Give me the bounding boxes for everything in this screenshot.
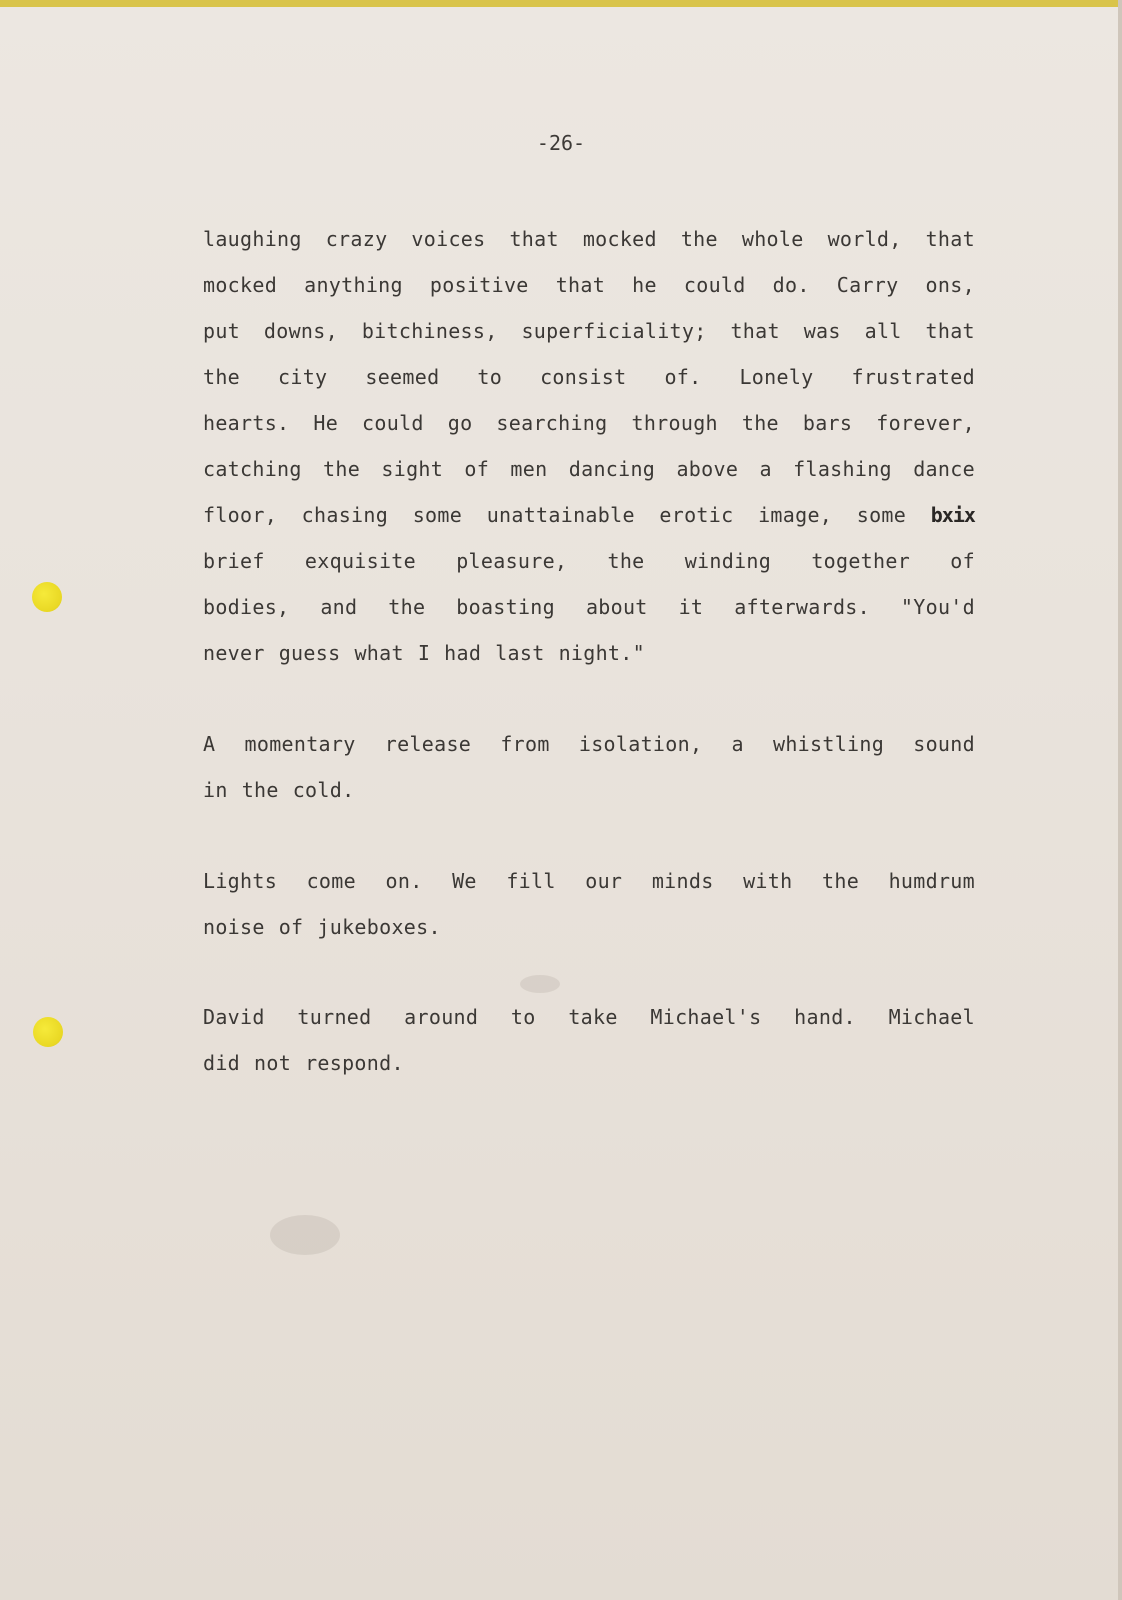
word: come xyxy=(306,869,356,893)
word: bars xyxy=(802,411,853,435)
paper-smudge xyxy=(270,1215,340,1255)
word: city xyxy=(278,365,328,389)
word: a xyxy=(731,732,744,756)
word: on. xyxy=(385,869,423,893)
word: to xyxy=(477,365,503,389)
word: superficiality; xyxy=(521,319,707,343)
word: consist xyxy=(540,365,627,389)
page-edge xyxy=(1118,0,1122,1600)
binding-hole-bottom xyxy=(33,1017,63,1047)
word: take xyxy=(568,1005,618,1029)
word: erotic xyxy=(659,503,734,527)
word: dance xyxy=(913,457,975,481)
word: chasing xyxy=(301,503,389,527)
word: that xyxy=(925,319,975,343)
word: whole xyxy=(741,227,804,251)
text-line xyxy=(203,630,975,676)
word: Lonely xyxy=(739,365,814,389)
word: I xyxy=(417,641,431,665)
paragraph-2 xyxy=(203,721,975,813)
word: that xyxy=(509,227,559,251)
word: isolation, xyxy=(578,732,703,756)
word: floor, xyxy=(203,503,278,527)
word: afterwards. xyxy=(734,595,870,619)
text-line xyxy=(203,400,975,446)
word: unattainable xyxy=(486,503,635,527)
word: image, xyxy=(758,503,833,527)
word: bxix xyxy=(930,503,975,527)
word: anything xyxy=(304,273,403,297)
word: sound xyxy=(913,732,975,756)
word: ons, xyxy=(925,273,975,297)
word: not xyxy=(254,1051,292,1075)
word: some xyxy=(412,503,463,527)
word: pleasure, xyxy=(456,549,568,573)
paragraph-4 xyxy=(203,994,975,1086)
word: positive xyxy=(429,273,529,297)
binding-hole-top xyxy=(32,582,62,612)
word: what xyxy=(354,641,404,665)
word: did xyxy=(203,1051,241,1075)
word: bodies, xyxy=(203,595,290,619)
word: the xyxy=(203,365,241,389)
word: frustrated xyxy=(851,365,975,389)
text-line xyxy=(203,492,975,538)
word: A xyxy=(203,732,216,756)
word: Michael xyxy=(888,1005,975,1029)
word: he xyxy=(632,273,657,297)
word: respond. xyxy=(305,1051,404,1075)
word: downs, xyxy=(263,319,338,343)
word: of xyxy=(278,915,304,939)
word: Carry xyxy=(836,273,899,297)
word: with xyxy=(743,869,793,893)
paragraph-3 xyxy=(203,858,975,950)
word: exquisite xyxy=(304,549,416,573)
word: boasting xyxy=(456,595,555,619)
word: put xyxy=(203,319,241,343)
text-line xyxy=(203,216,975,262)
word: minds xyxy=(651,869,714,893)
word: David xyxy=(203,1005,265,1029)
word: humdrum xyxy=(888,869,975,893)
word: noise xyxy=(203,915,265,939)
word: world, xyxy=(827,227,902,251)
word: men xyxy=(510,457,548,481)
word: go xyxy=(447,411,473,435)
word: the xyxy=(241,778,279,802)
word: brief xyxy=(203,549,265,573)
word: of. xyxy=(664,365,702,389)
word: the xyxy=(741,411,779,435)
word: winding xyxy=(684,549,772,573)
word: flashing xyxy=(793,457,892,481)
word: laughing xyxy=(203,227,302,251)
text-line xyxy=(203,262,975,308)
word: some xyxy=(856,503,907,527)
word: could xyxy=(362,411,424,435)
word: momentary xyxy=(244,732,356,756)
word: crazy xyxy=(325,227,388,251)
word: never xyxy=(203,641,265,665)
word: jukeboxes. xyxy=(317,915,441,939)
word: could xyxy=(683,273,746,297)
word: We xyxy=(452,869,477,893)
word: Michael's xyxy=(650,1005,762,1029)
word: voices xyxy=(411,227,486,251)
word: a xyxy=(759,457,772,481)
paragraph-1 xyxy=(203,216,975,676)
paper-smudge xyxy=(520,975,560,993)
word: in xyxy=(203,778,228,802)
word: mocked xyxy=(203,273,278,297)
word: through xyxy=(631,411,718,435)
word: Lights xyxy=(203,869,278,893)
word: about xyxy=(585,595,648,619)
word: sight xyxy=(381,457,444,481)
word: that xyxy=(555,273,606,297)
word: and xyxy=(320,595,358,619)
word: He xyxy=(313,411,339,435)
word: above xyxy=(676,457,739,481)
word: all xyxy=(864,319,902,343)
word: hand. xyxy=(794,1005,856,1029)
text-line xyxy=(203,721,975,767)
text-line xyxy=(203,584,975,630)
word: do. xyxy=(772,273,810,297)
text-line xyxy=(203,1040,975,1086)
word: mocked xyxy=(582,227,657,251)
word: whistling xyxy=(772,732,885,756)
word: the xyxy=(323,457,361,481)
word: catching xyxy=(203,457,302,481)
word: bitchiness, xyxy=(361,319,498,343)
word: was xyxy=(803,319,841,343)
word: the xyxy=(607,549,645,573)
word: around xyxy=(404,1005,479,1029)
word: night." xyxy=(558,641,645,665)
folder-edge xyxy=(0,0,1122,7)
word: forever, xyxy=(876,411,975,435)
page-number: -26- xyxy=(536,131,586,155)
word: guess xyxy=(278,641,341,665)
text-line xyxy=(203,858,975,904)
word: cold. xyxy=(292,778,355,802)
word: that xyxy=(925,227,975,251)
word: had xyxy=(444,641,482,665)
word: last xyxy=(495,641,545,665)
text-line xyxy=(203,994,975,1040)
word: "You'd xyxy=(900,595,975,619)
text-line xyxy=(203,904,975,950)
word: the xyxy=(822,869,860,893)
word: hearts. xyxy=(203,411,290,435)
text-line xyxy=(203,767,975,813)
word: together xyxy=(811,549,911,573)
word: it xyxy=(678,595,704,619)
word: from xyxy=(500,732,550,756)
text-line xyxy=(203,538,975,584)
word: seemed xyxy=(365,365,440,389)
word: the xyxy=(680,227,718,251)
word: turned xyxy=(297,1005,372,1029)
text-line xyxy=(203,308,975,354)
word: fill xyxy=(506,869,556,893)
text-line xyxy=(203,354,975,400)
word: the xyxy=(388,595,426,619)
word: our xyxy=(585,869,623,893)
word: of xyxy=(464,457,490,481)
text-line xyxy=(203,446,975,492)
word: searching xyxy=(496,411,608,435)
word: to xyxy=(510,1005,536,1029)
word: of xyxy=(950,549,975,573)
word: that xyxy=(730,319,780,343)
word: release xyxy=(384,732,472,756)
word: dancing xyxy=(568,457,656,481)
